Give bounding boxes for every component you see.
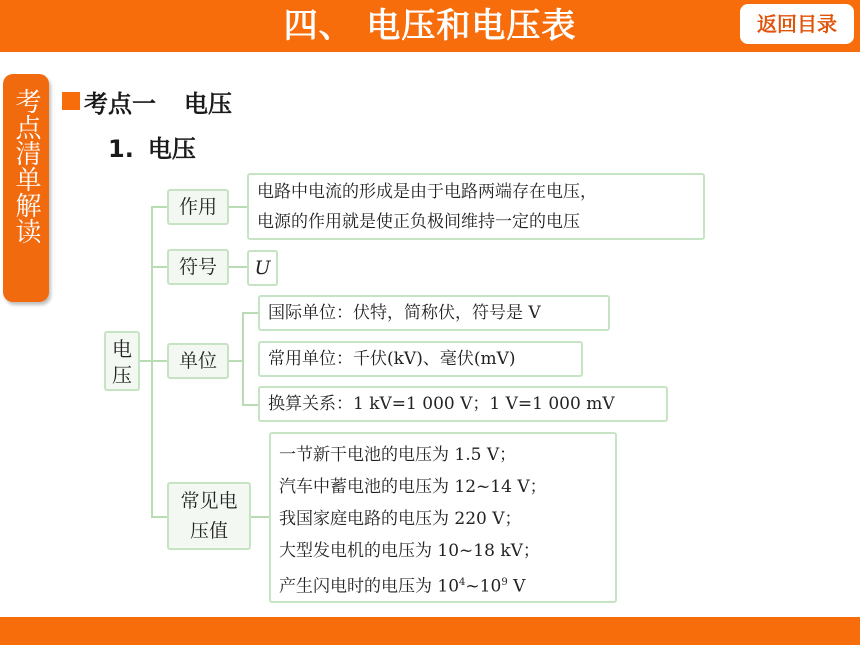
- lightning-voltage-middle: ~10: [465, 576, 502, 597]
- role-description: [247, 173, 705, 240]
- connector-line: [151, 206, 153, 518]
- common-values-node: [167, 482, 251, 550]
- common-value-line-5: [271, 567, 615, 603]
- symbol-node-label: 符号: [178, 256, 217, 278]
- unit-si-text: 国际单位：伏特，简称伏，符号是 V: [268, 303, 541, 323]
- lightning-voltage-suffix: V: [507, 576, 526, 597]
- sub-heading-text: 电压: [147, 135, 196, 163]
- common-value-line-1: 一节新干电池的电压为 1.5 V；: [279, 445, 517, 465]
- common-values-label-1: 常见电: [180, 490, 238, 512]
- connector-line: [229, 266, 247, 268]
- section-heading-topic: 电压: [184, 89, 232, 118]
- symbol-value-box: [247, 250, 278, 286]
- sub-heading-number: 1.: [108, 135, 134, 163]
- connector-line: [242, 312, 244, 405]
- unit-conversion-text: 换算关系：1 kV=1 000 V；1 V=1 000 mV: [268, 394, 615, 414]
- root-node-label: 电压: [112, 337, 132, 387]
- role-line-2: 电源的作用就是使正负极间维持一定的电压: [257, 212, 580, 232]
- common-values-label-2: 压值: [189, 520, 228, 542]
- unit-node-label: 单位: [178, 350, 217, 372]
- square-bullet-icon: [62, 92, 80, 110]
- root-node: [104, 331, 140, 391]
- footer-bar: [0, 617, 860, 645]
- symbol-value: U: [254, 257, 271, 279]
- connector-line: [242, 404, 258, 406]
- connector-line: [151, 266, 167, 268]
- connector-line: [138, 360, 152, 362]
- role-node: [167, 189, 229, 225]
- unit-common-box: [258, 341, 583, 377]
- common-value-line-4: 大型发电机的电压为 10~18 kV；: [279, 541, 540, 561]
- unit-node: [167, 343, 229, 379]
- page-title: 四、 电压和电压表: [283, 6, 577, 46]
- sub-heading: [108, 129, 196, 164]
- role-node-label: 作用: [178, 196, 217, 218]
- section-heading-prefix: 考点一: [84, 89, 156, 118]
- back-to-contents-button[interactable]: 返回目录: [740, 4, 854, 44]
- common-value-line-3: 我国家庭电路的电压为 220 V；: [279, 509, 522, 529]
- lightning-voltage-prefix: 产生闪电时的电压为 10: [279, 576, 460, 597]
- lightning-voltage-exp2: 9: [501, 577, 508, 588]
- connector-line: [242, 312, 258, 314]
- connector-line: [251, 516, 269, 518]
- lightning-voltage-exp1: 4: [459, 577, 466, 588]
- connector-line: [229, 206, 247, 208]
- common-values-list: [269, 432, 617, 603]
- connector-line: [229, 360, 243, 362]
- common-value-line-2: 汽车中蓄电池的电压为 12~14 V；: [279, 477, 547, 497]
- role-line-1: 电路中电流的形成是由于电路两端存在电压，: [257, 182, 597, 202]
- section-heading: [62, 84, 232, 118]
- connector-line: [151, 206, 167, 208]
- side-tab-label: 考点清单解读: [11, 88, 41, 244]
- unit-si-box: [258, 295, 610, 331]
- side-tab[interactable]: [3, 74, 49, 302]
- symbol-node: [167, 249, 229, 285]
- unit-common-text: 常用单位：千伏(kV)、毫伏(mV): [268, 349, 516, 369]
- connector-line: [151, 516, 167, 518]
- connector-line: [151, 360, 167, 362]
- unit-conversion-box: [258, 386, 668, 422]
